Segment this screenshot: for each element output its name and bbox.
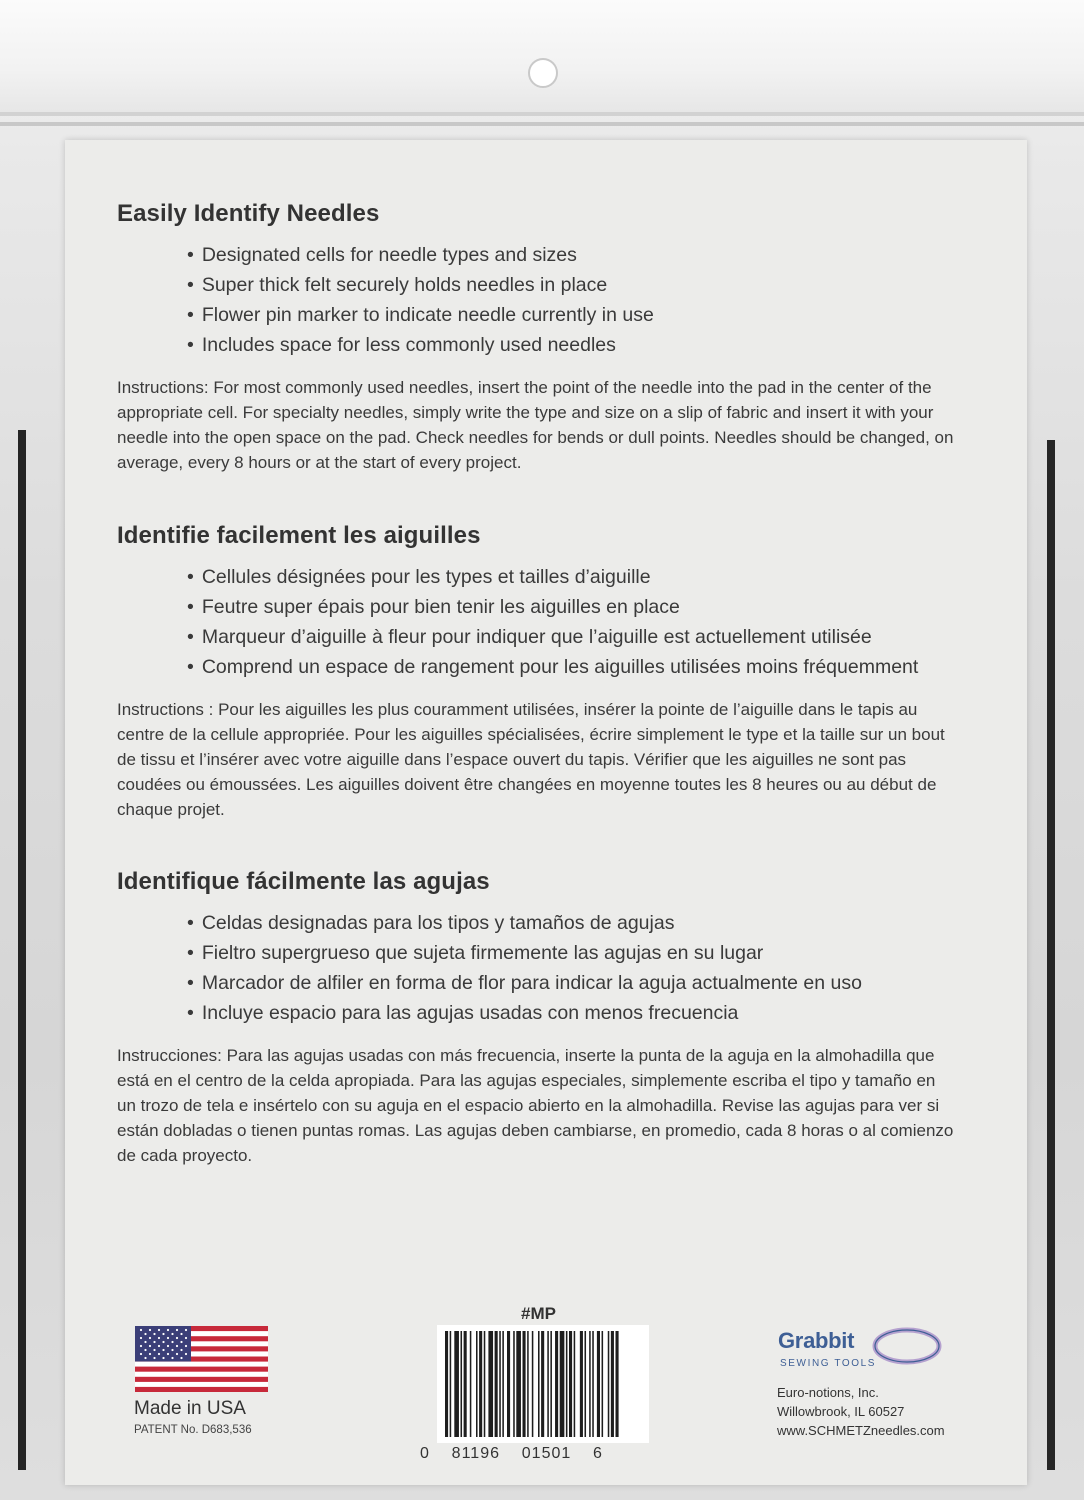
barcode-bar: [608, 1331, 610, 1437]
list-item: • Designated cells for needle types and sizes: [187, 240, 957, 270]
barcode-bar: [523, 1331, 526, 1437]
barcode-bar: [479, 1331, 482, 1437]
barcode-bar: [574, 1331, 576, 1437]
section-heading: Identifique fácilmente las agujas: [117, 868, 490, 895]
barcode-bar: [527, 1331, 529, 1437]
barcode-bar: [538, 1331, 540, 1437]
barcode-bar: [580, 1331, 583, 1437]
list-item: • Marqueur d’aiguille à fleur pour indiquer que l’aiguille est actuellement utilisée: [187, 622, 957, 652]
barcode-bar: [488, 1331, 493, 1437]
section-french: [117, 522, 957, 822]
section-heading: Identifie facilement les aiguilles: [117, 522, 481, 549]
barcode-bar: [589, 1331, 591, 1437]
barcode-bar: [445, 1331, 448, 1437]
barcode-bar: [569, 1331, 572, 1437]
instructions-text: Instructions: For most commonly used needles, insert the point of the needle into the pad in the center of the appropriate cell. For specialty needles, simply write the type and size on a slip of fabric and insert it with your needle into the open space on the pad. Check needles for bends or dull points. Needles should be changed, on average, every 8 hours or at the start of every project.: [117, 378, 954, 472]
barcode-bar: [454, 1331, 459, 1437]
barcode-bar: [597, 1331, 600, 1437]
barcode-bar: [516, 1331, 521, 1437]
brand-subtitle: SEWING TOOLS: [780, 1358, 877, 1369]
list-item: • Marcador de alfiler en forma de flor para indicar la aguja actualmente en uso: [187, 968, 957, 998]
list-item: • Fieltro supergrueso que sujeta firmemente las agujas en su lugar: [187, 938, 957, 968]
sku-label: #MP: [521, 1304, 556, 1323]
barcode-bar: [461, 1331, 463, 1437]
barcode-bar: [507, 1331, 510, 1437]
brand-name: Grabbit: [778, 1328, 855, 1353]
instructions-text: Instrucciones: Para las agujas usadas con más frecuencia, inserte la punta de la aguja en la almohadilla que está en el centro de la celda apropiada. Para las agujas especiales, simplemente escriba el tipo y tamaño en un trozo de tela e insértelo con su aguja en el espacio abierto en la almohadilla. Revise las agujas para ver si están dobladas o tienen puntas romas. Las agujas deben cambiarse, en promedio, cada 8 horas o al comienzo de cada proyecto.: [117, 1046, 954, 1165]
brand-logo: [778, 1322, 958, 1376]
barcode-bar: [513, 1331, 515, 1437]
barcode-bar: [611, 1331, 614, 1437]
address-line: Euro-notions, Inc.: [777, 1385, 879, 1400]
address-line: Willowbrook, IL 60527: [777, 1404, 905, 1419]
feature-list: [117, 562, 957, 682]
company-address: [777, 1383, 945, 1440]
barcode-bar: [541, 1331, 544, 1437]
barcode-bar: [616, 1331, 619, 1437]
feature-list: [117, 908, 957, 1028]
barcode-bar: [555, 1331, 558, 1437]
barcode-bar: [450, 1331, 452, 1437]
list-item: • Super thick felt securely holds needles in place: [187, 270, 957, 300]
list-item: • Celdas designadas para los tipos y tamaños de agujas: [187, 908, 957, 938]
grabbit-ring-logo-icon: [866, 1324, 948, 1368]
barcode-bar: [470, 1331, 472, 1437]
list-item: • Comprend un espace de rangement pour les aiguilles utilisées moins fréquemment: [187, 652, 957, 682]
list-item: • Cellules désignées pour les types et tailles d’aiguille: [187, 562, 957, 592]
barcode-bar: [502, 1331, 504, 1437]
address-line: www.SCHMETZneedles.com: [777, 1423, 945, 1438]
feature-list: [117, 240, 957, 360]
list-item: • Flower pin marker to indicate needle currently in use: [187, 300, 957, 330]
zipper-seal-lower: [0, 122, 1084, 126]
barcode-bar: [560, 1331, 565, 1437]
barcode-bar: [566, 1331, 568, 1437]
barcode-bar: [532, 1331, 534, 1437]
barcode-bar: [499, 1331, 501, 1437]
section-heading: Easily Identify Needles: [117, 200, 380, 227]
us-flag-icon: [135, 1326, 268, 1392]
pad-edge-left: [18, 430, 26, 1470]
section-english: [117, 200, 957, 475]
list-item: • Incluye espacio para las agujas usadas con menos frecuencia: [187, 998, 957, 1028]
zipper-seal: [0, 112, 1084, 116]
barcode-icon: [437, 1325, 649, 1443]
made-in-label: Made in USA: [134, 1398, 246, 1419]
barcode-bar: [484, 1331, 486, 1437]
barcode-bar: [495, 1331, 498, 1437]
barcode-bar: [550, 1331, 552, 1437]
list-item: • Feutre super épais pour bien tenir les aiguilles en place: [187, 592, 957, 622]
barcode-bar: [547, 1331, 549, 1437]
barcode-bar: [464, 1331, 467, 1437]
list-item: • Includes space for less commonly used needles: [187, 330, 957, 360]
barcode-bar: [476, 1331, 478, 1437]
hang-hole: [528, 58, 558, 88]
barcode-bar: [592, 1331, 594, 1437]
barcode-bar: [585, 1331, 587, 1437]
instructions-text: Instructions : Pour les aiguilles les plus couramment utilisées, insérer la pointe de l’aiguille dans le tapis au centre de la cellule appropriée. Pour les aiguilles spécialisées, écrire simplement le type et la taille sur un bout de tissu et l’insérer avec votre aiguille dans l’espace ouvert du tapis. Vérifier que les aiguilles ne sont pas coudées ou émoussées. Les aiguilles doivent être changées en moyenne toutes les 8 heures ou au début de chaque projet.: [117, 700, 945, 819]
patent-number: PATENT No. D683,536: [134, 1424, 252, 1436]
section-spanish: [117, 868, 957, 1168]
barcode-digits: 0 81196 01501 6: [420, 1445, 603, 1462]
pad-edge-right: [1047, 440, 1055, 1470]
barcode-bar: [602, 1331, 604, 1437]
